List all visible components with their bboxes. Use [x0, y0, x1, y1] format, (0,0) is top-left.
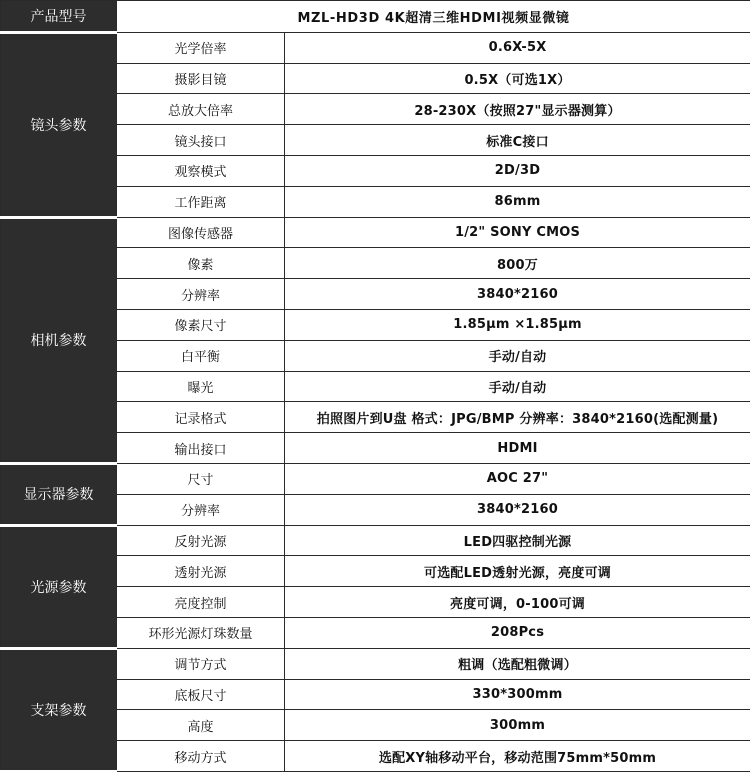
param-name: 记录格式	[117, 402, 285, 433]
param-name: 高度	[117, 710, 285, 741]
param-name: 工作距离	[117, 186, 285, 217]
param-value: 选配XY轴移动平台，移动范围75mm*50mm	[285, 741, 750, 772]
param-value: 亮度可调，0-100可调	[285, 587, 750, 618]
model-row	[1, 1, 750, 33]
param-value: 3840*2160	[285, 279, 750, 310]
param-value: 0.5X（可选1X）	[285, 63, 750, 94]
param-value: 800万	[285, 248, 750, 279]
param-value: 可选配LED透射光源，亮度可调	[285, 556, 750, 587]
param-name: 调节方式	[117, 648, 285, 679]
param-name: 尺寸	[117, 463, 285, 494]
group-label: 显示器参数	[1, 463, 117, 525]
param-value: 手动/自动	[285, 340, 750, 371]
param-name: 分辨率	[117, 494, 285, 525]
param-name: 像素尺寸	[117, 309, 285, 340]
spec-row	[1, 463, 750, 494]
param-name: 曝光	[117, 371, 285, 402]
param-value: 粗调（选配粗微调）	[285, 648, 750, 679]
param-name: 底板尺寸	[117, 679, 285, 710]
param-name: 光学倍率	[117, 32, 285, 63]
group-label: 镜头参数	[1, 32, 117, 217]
param-name: 白平衡	[117, 340, 285, 371]
param-value: 1.85μm ×1.85μm	[285, 309, 750, 340]
param-value: 1/2" SONY CMOS	[285, 217, 750, 248]
param-value: 3840*2160	[285, 494, 750, 525]
group-label: 相机参数	[1, 217, 117, 463]
spec-row	[1, 217, 750, 248]
param-name: 亮度控制	[117, 587, 285, 618]
param-name: 摄影目镜	[117, 63, 285, 94]
param-name: 镜头接口	[117, 125, 285, 156]
param-value: HDMI	[285, 433, 750, 464]
param-value: 标准C接口	[285, 125, 750, 156]
param-value: 手动/自动	[285, 371, 750, 402]
param-name: 反射光源	[117, 525, 285, 556]
group-label: 支架参数	[1, 648, 117, 771]
param-value: 28-230X（按照27"显示器测算）	[285, 94, 750, 125]
param-value: 208Pcs	[285, 617, 750, 648]
param-name: 观察模式	[117, 155, 285, 186]
param-name: 图像传感器	[117, 217, 285, 248]
spec-row	[1, 32, 750, 63]
param-value: AOC 27"	[285, 463, 750, 494]
param-name: 像素	[117, 248, 285, 279]
spec-row	[1, 648, 750, 679]
param-value: 330*300mm	[285, 679, 750, 710]
param-name: 输出接口	[117, 433, 285, 464]
param-name: 总放大倍率	[117, 94, 285, 125]
param-value: 拍照图片到U盘 格式：JPG/BMP 分辨率：3840*2160(选配测量)	[285, 402, 750, 433]
param-value: LED四驱控制光源	[285, 525, 750, 556]
param-name: 透射光源	[117, 556, 285, 587]
param-value: 2D/3D	[285, 155, 750, 186]
param-value: 300mm	[285, 710, 750, 741]
param-name: 分辨率	[117, 279, 285, 310]
model-value: MZL-HD3D 4K超清三维HDMI视频显微镜	[117, 1, 750, 33]
model-label: 产品型号	[1, 1, 117, 33]
param-value: 0.6X-5X	[285, 32, 750, 63]
param-name: 环形光源灯珠数量	[117, 617, 285, 648]
spec-row	[1, 525, 750, 556]
param-name: 移动方式	[117, 741, 285, 772]
group-label: 光源参数	[1, 525, 117, 648]
param-value: 86mm	[285, 186, 750, 217]
